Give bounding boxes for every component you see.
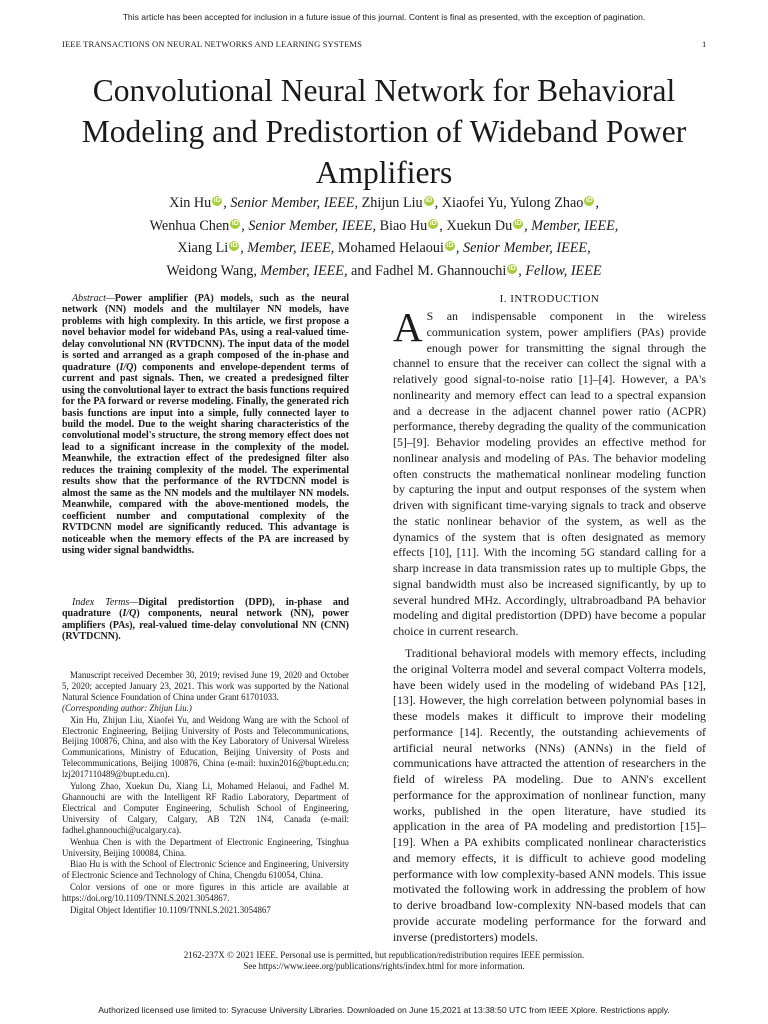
- index-terms-text: ) components, neural network (NN), power amplifiers (PAs), real-valued time-delay convolutional NN (CNN) (RVTDCNN).: [62, 608, 349, 643]
- iq-term: I/Q: [122, 608, 137, 620]
- author-name: Biao Hu: [376, 217, 428, 234]
- footnote-doi: Digital Object Identifier 10.1109/TNNLS.2021.3054867: [70, 905, 271, 916]
- footnote-affiliation-2: Yulong Zhao, Xuekun Du, Xiang Li, Mohamed Helaoui, and Fadhel M. Ghannouchi are with the Intelligent RF Radio Laboratory, Department of Electrical and Computer Engineering, Schulish School of Engineering, University of Calgary, Calgary, AB T2N 1N4, Canada (e-mail: fadhel.ghannouchi@ucalgary.ca).: [62, 781, 349, 835]
- paragraph-text: S an indispensable component in the wireless communication system, power amplifiers (PAs) provide enough power for transmitting the signal through the channel to ensure that the receiver can collect the signal with a relatively good signal-to-noise ratio [1]–[4]. However, a PA's nonlinearity and memory effect can lead to a spectral expansion and a decrease in the adjacent channel power ratio (ACPR) performance, thereby degrading the quality of the communication [5]–[9]. Behavior modeling provides an effective method for nonlinear analysis and modeling of PAs. The behavior modeling often constructs the mathematical nonlinear modeling function by capturing the input and output responses of the system when driven with significant time-varying signals to track and observe the static nonlinear behavior of the system, as well as the dynamics of the system that is often designated as memory effects [10], [11]. With the incoming 5G standard calling for a sharp increase in data transmission rates up to multiple Gbps, the signal bandwidth must also be increased significantly, by up to several hundred MHz. Accordingly, ultrabroadband PA behavior modeling and digital predistortion (DPD) have become a popular choice in current research.: [393, 309, 707, 638]
- iq-term: I/Q: [119, 361, 134, 373]
- separator: ,: [595, 195, 599, 211]
- author-name: and Fadhel M. Ghannouchi: [347, 262, 507, 279]
- footnote-text: Manuscript received December 30, 2019; revised June 19, 2020 and October 5, 2020; accepted January 23, 2021. This work was supported by the National Natural Science Foundation of China under Grant 61701033.: [62, 670, 349, 702]
- intro-paragraph-2: Traditional behavioral models with memory effects, including the original Volterra model and several compact Volterra models, have been widely used in the modeling of wideband PAs [12], [13]. However, the high correlation between polynomial bases in these models makes it difficult to improve their modeling performance [14]. Recently, the outstanding achievements of artificial neural networks (NNs) (ANNs) in the field of communications have attracted the attention of researchers in the field of wireless PA modeling. Due to ANN's excellent performance for the approximation of nonlinear function, many works, published in the open literature, have studied its application in the area of PA modeling and predistortion [15]–[19]. When a PA exhibits complicated nonlinear characteristics and memory effects, it is difficult to achieve good modeling performance with low complexity-based ANN models. This issue motivated the following work in addressing the problem of how to derive broadband low-complexity NN-based models that can provide accurate modeling performance for the forward and inverse (predistorters) models.: [393, 646, 706, 944]
- orcid-icon[interactable]: iD: [508, 264, 516, 272]
- orcid-icon[interactable]: iD: [230, 242, 238, 249]
- author-line-3: [40, 237, 728, 260]
- separator: ,: [434, 195, 442, 211]
- orcid-icon[interactable]: iD: [514, 219, 522, 227]
- drop-cap: A: [393, 304, 423, 350]
- footnote-affiliation-1: Xin Hu, Zhijun Liu, Xiaofei Yu, and Weidong Wang are with the School of Electronic Engineering, Beijing University of Posts and Telecommunications, Beijing 100876, China, and also with the Key Laboratory of Universal Wireless Communications, Ministry of Education, Beijing University of Posts and Telecommunications, Beijing 100876, China (e-mail: huxin2016@bupt.edu.cn; lzj2017110489@bupt.edu.cn).: [62, 714, 349, 780]
- author-name: Weidong Wang: [166, 262, 254, 279]
- footnote-affiliation-3: Wenhua Chen is with the Department of Electronic Engineering, Tsinghua University, Beijing 100084, China.: [62, 836, 349, 858]
- footnote-color-versions: Color versions of one or more figures in this article are available at https://doi.org/10.1109/TNNLS.2021.3054867.: [62, 882, 349, 904]
- index-terms-text: Digital predistortion (DPD), in-phase and quadrature (: [62, 597, 350, 620]
- orcid-icon[interactable]: iD: [231, 219, 239, 227]
- author-membership: , Member, IEEE,: [524, 217, 619, 234]
- rights-url-line[interactable]: See https://www.ieee.org/publications/rights/index.html for more information.: [243, 961, 525, 972]
- author-name: Mohamed Helaoui: [334, 240, 444, 256]
- author-membership: , Senior Member, IEEE,: [241, 217, 377, 234]
- author-name: Xiaofei Yu: [441, 195, 504, 211]
- footnote-affiliation-4: Biao Hu is with the School of Electronic Science and Engineering, University of Electronic Science and Technology of China, Chengdu 610054, China.: [62, 859, 349, 881]
- abstract: [62, 293, 349, 556]
- author-line-2: [40, 215, 728, 238]
- page-number: 1: [702, 39, 707, 49]
- orcid-icon[interactable]: iD: [446, 242, 454, 249]
- paper-title: Convolutional Neural Network for Behavioral Modeling and Predistortion of Wideband Power Amplifiers: [81, 73, 687, 190]
- intro-paragraph-1: [393, 304, 707, 640]
- author-name: Wenhua Chen: [149, 217, 230, 234]
- separator: ,: [503, 195, 510, 211]
- author-membership: , Senior Member, IEEE,: [455, 240, 591, 256]
- index-terms-label: Index Terms—: [72, 597, 139, 608]
- author-name: Xiang Li: [177, 240, 229, 256]
- orcid-icon[interactable]: iD: [425, 197, 433, 204]
- abstract-text: ) components and envelope-dependent terms of current and past signals. Then, we created a predesigned filter using the convolutional layer to extract the basis functions required for the PA forward or reverse modeling. Finally, the generated rich basis functions are input into a simple, fully connected layer to build the model. Due to the weight sharing characteristics of the convolutional model's structure, the strong memory effect does not lead to a significant increase in the complexity of the model. Meanwhile, the extraction effect of the predesigned filter also reduces the training complexity of the model. The experimental results show that the performance of the RVTDCNN model is almost the same as the NN models and the multilayer NN models. Meanwhile, compared with the above-mentioned models, the coefficient number and computational complexity of the RVTDCNN model are significantly reduced. This advantage is noticeable when the memory effects of the PA are increased by using wider signal bandwidths.: [62, 361, 349, 556]
- acceptance-note: This article has been accepted for inclusion in a future issue of this journal. Content is final as presented, with the exception of pagination.: [122, 12, 646, 22]
- index-terms: [62, 597, 349, 643]
- copyright-notice: [0, 950, 768, 973]
- author-name: Xuekun Du: [446, 217, 513, 234]
- author-name: Zhijun Liu: [358, 195, 423, 211]
- author-list: [40, 192, 728, 282]
- footnotes: [62, 670, 349, 917]
- copyright-line: 2162-237X © 2021 IEEE. Personal use is permitted, but republication/redistribution requires IEEE permission.: [183, 950, 585, 960]
- separator: ,: [439, 217, 447, 234]
- section-heading: I. INTRODUCTION: [499, 293, 600, 305]
- orcid-icon[interactable]: iD: [429, 219, 437, 227]
- license-banner: Authorized licensed use limited to: Syracuse University Libraries. Downloaded on June 15,2021 at 13:38:50 UTC from IEEE Xplore. Restrictions apply.: [98, 1005, 670, 1015]
- author-membership: , Fellow, IEEE: [518, 262, 602, 279]
- author-membership: , Member, IEEE,: [240, 240, 335, 256]
- orcid-icon[interactable]: iD: [213, 197, 221, 204]
- author-membership: , Senior Member, IEEE,: [223, 195, 359, 211]
- footnote-manuscript: [62, 670, 349, 714]
- orcid-icon[interactable]: iD: [585, 197, 593, 204]
- abstract-label: Abstract—: [72, 293, 115, 304]
- author-line-4: [40, 260, 728, 283]
- corresponding-author: (Corresponding author: Zhijun Liu.): [62, 702, 192, 713]
- author-line-1: [40, 192, 728, 215]
- journal-name: IEEE TRANSACTIONS ON NEURAL NETWORKS AND LEARNING SYSTEMS: [62, 39, 363, 49]
- author-membership: , Member, IEEE,: [253, 262, 348, 279]
- author-name: Yulong Zhao: [509, 195, 584, 211]
- author-name: Xin Hu: [169, 195, 212, 211]
- abstract-text: Power amplifier (PA) models, such as the neural network (NN) models and the multilayer NN models, have problems with high complexity. In this article, we first propose a novel behavior model for wideband PAs, using a real-valued time-delay convolutional NN (RVTDCNN). The input data of the model is sorted and arranged as a graph composed of the in-phase and quadrature (: [62, 293, 349, 373]
